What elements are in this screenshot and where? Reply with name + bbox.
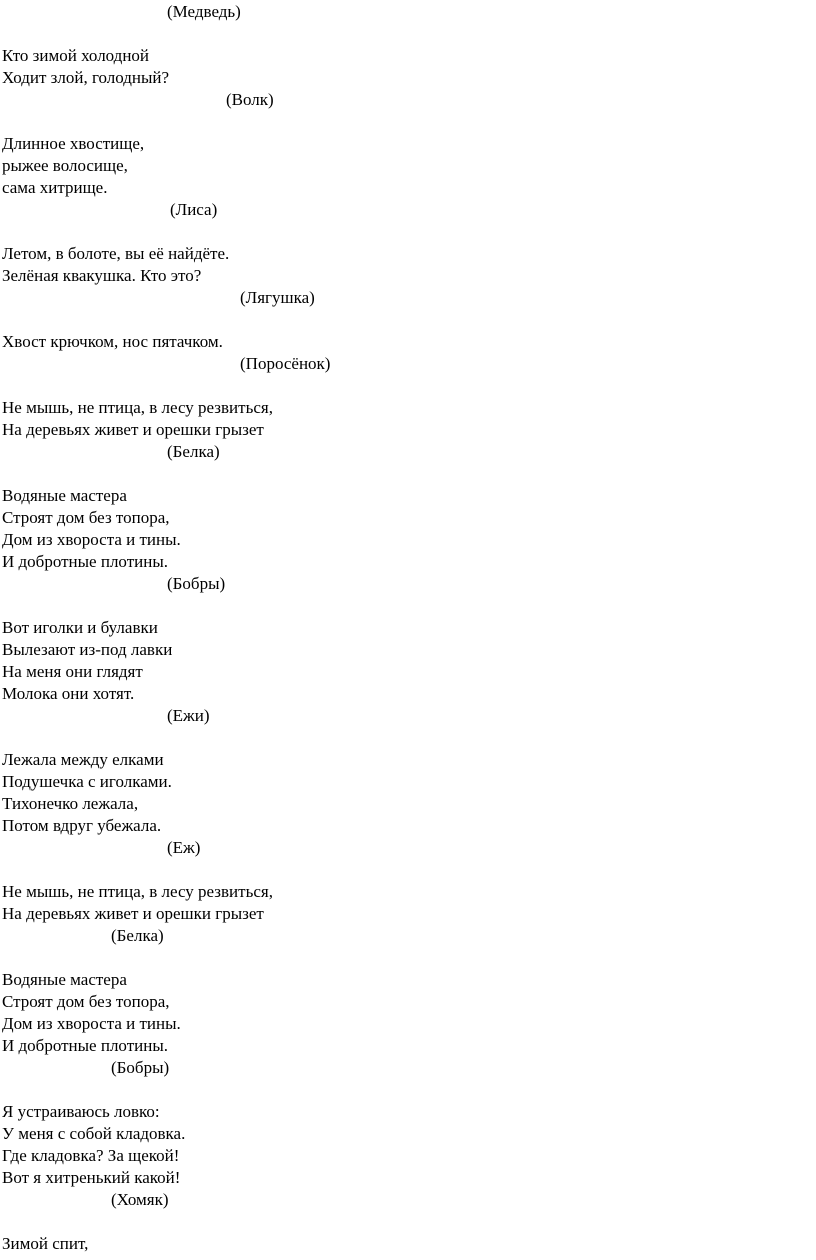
riddle-line: Длинное хвостище, bbox=[2, 134, 145, 153]
riddle-line: Кто зимой холодной bbox=[2, 46, 150, 65]
riddle-line: Я устраиваюсь ловко: bbox=[2, 1102, 160, 1121]
riddle-line: Зимой спит, bbox=[2, 1234, 89, 1253]
riddle-line: Водяные мастера bbox=[2, 486, 127, 505]
riddle-line: Строят дом без топора, bbox=[2, 508, 170, 527]
riddle-answer: (Белка) bbox=[111, 926, 164, 945]
riddle-line: Подушечка с иголками. bbox=[2, 772, 172, 791]
riddle-answer: (Бобры) bbox=[111, 1058, 170, 1077]
riddle-answer: (Волк) bbox=[226, 90, 274, 109]
riddle-line: Вылезают из-под лавки bbox=[2, 640, 173, 659]
riddle-line: На деревьях живет и орешки грызет bbox=[2, 904, 264, 923]
riddle-line: Летом, в болоте, вы её найдёте. bbox=[2, 244, 230, 263]
riddle-line: Потом вдруг убежала. bbox=[2, 816, 162, 835]
riddle-line: сама хитрище. bbox=[2, 178, 108, 197]
riddle-line: И добротные плотины. bbox=[2, 552, 168, 571]
riddle-line: На деревьях живет и орешки грызет bbox=[2, 420, 264, 439]
riddle-line: рыжее волосище, bbox=[2, 156, 128, 175]
riddle-answer: (Белка) bbox=[167, 442, 220, 461]
riddle-answer: (Бобры) bbox=[167, 574, 226, 593]
riddle-answer: (Хомяк) bbox=[111, 1190, 169, 1209]
riddle-line: Не мышь, не птица, в лесу резвиться, bbox=[2, 398, 273, 417]
riddle-line: Хвост крючком, нос пятачком. bbox=[2, 332, 223, 351]
riddle-line: На меня они глядят bbox=[2, 662, 143, 681]
riddle-line: Лежала между елками bbox=[2, 750, 164, 769]
riddle-answer: (Лягушка) bbox=[240, 288, 315, 307]
riddle-line: Молока они хотят. bbox=[2, 684, 135, 703]
riddle-line: Вот я хитренький какой! bbox=[2, 1168, 181, 1187]
riddle-line: У меня с собой кладовка. bbox=[2, 1124, 186, 1143]
riddle-answer: (Ежи) bbox=[167, 706, 210, 725]
riddle-line: Водяные мастера bbox=[2, 970, 127, 989]
riddle-line: Тихонечко лежала, bbox=[2, 794, 139, 813]
riddle-line: Зелёная квакушка. Кто это? bbox=[2, 266, 202, 285]
riddle-line: Вот иголки и булавки bbox=[2, 618, 158, 637]
riddle-line: Ходит злой, голодный? bbox=[2, 68, 170, 87]
riddle-line: Не мышь, не птица, в лесу резвиться, bbox=[2, 882, 273, 901]
riddle-line: Дом из хвороста и тины. bbox=[2, 530, 181, 549]
riddle-answer: (Медведь) bbox=[167, 2, 241, 21]
riddle-line: Строят дом без топора, bbox=[2, 992, 170, 1011]
riddle-line: Дом из хвороста и тины. bbox=[2, 1014, 181, 1033]
riddle-line: И добротные плотины. bbox=[2, 1036, 168, 1055]
riddle-answer: (Поросёнок) bbox=[240, 354, 331, 373]
riddle-answer: (Лиса) bbox=[170, 200, 218, 219]
riddle-line: Где кладовка? За щекой! bbox=[2, 1146, 180, 1165]
riddle-answer: (Еж) bbox=[167, 838, 201, 857]
